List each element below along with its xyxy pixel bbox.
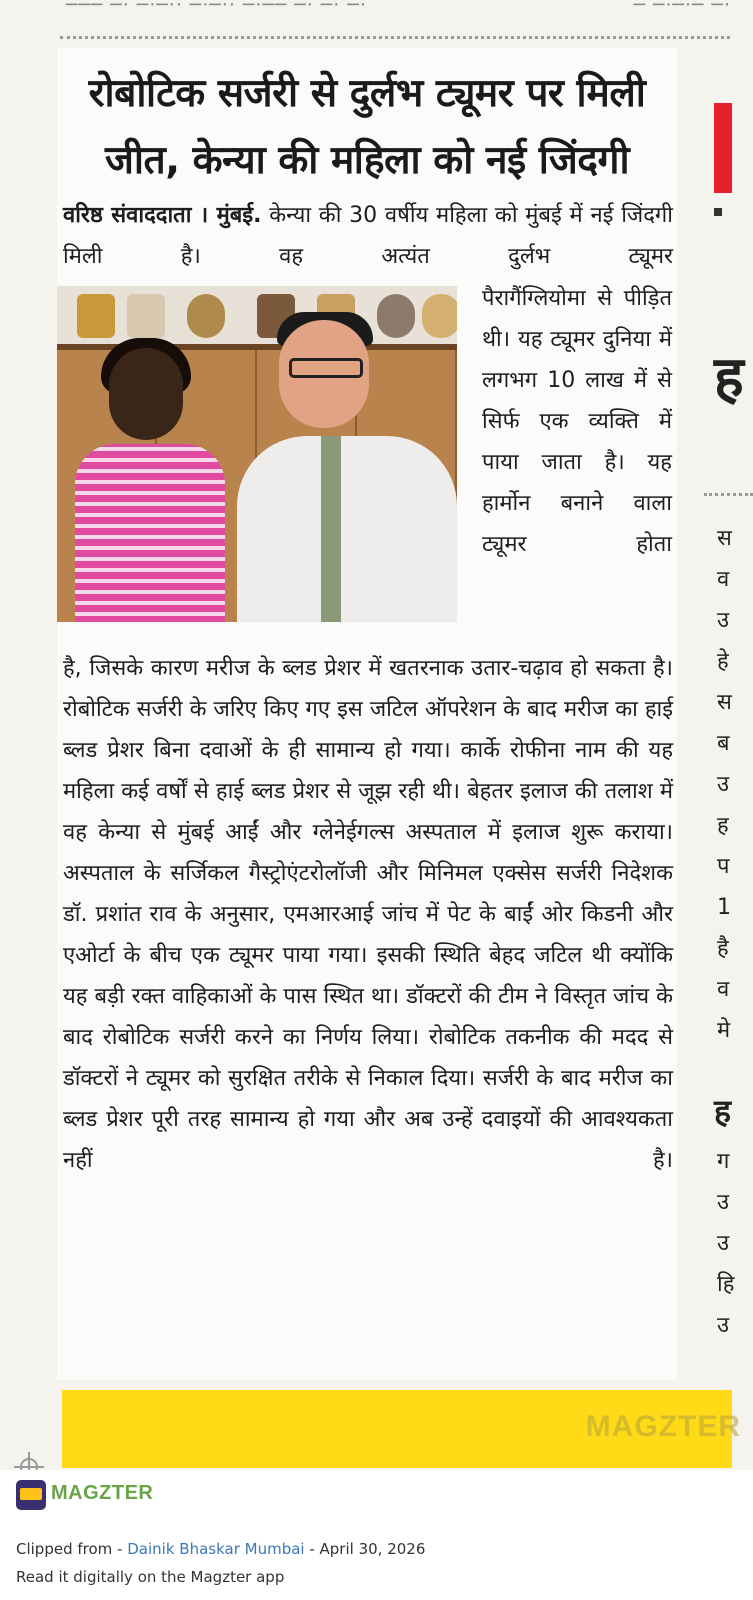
clipped-prefix: Clipped from - [16,1540,128,1558]
clip-date: - April 30, 2026 [304,1540,426,1558]
magzter-watermark: MAGZTER [585,1410,741,1443]
column-divider [60,36,730,39]
adjacent-column-chars: स व उ हे स ब उ ह प 1 है व मे [717,526,732,1043]
main-paragraph: है, जिसके कारण मरीज के ब्लड प्रेशर में खतरनाक उतार-चढ़ाव हो सकता है। रोबोटिक सर्जरी के जरिए किए गए इस जटिल ऑपरेशन के बाद मरीज का हाई ब्लड प्रेशर बिना दवाओं के ही सामान्य हो गया। कार्के रोफीना नाम की यह महिला कई वर्षों से हाई ब्लड प्रेशर से जूझ रही थी। बेहतर इलाज की तलाश में वह केन्या से मुंबई आईं और ग्लेनेईगल्स अस्पताल में इलाज शुरू कराया। अस्पताल के सर्जिकल गैस्ट्रोएंटरोलॉजी और मिनिमल एक्सेस सर्जरी निदेशक डॉ. प्रशांत राव के अनुसार, एमआरआई जांच में पेट के बाईं ओर किडनी और एओर्टा के बीच एक ट्यूमर पाया गया। इसकी स्थिति बेहद जटिल थी क्योंकि यह बड़ी रक्त वाहिकाओं के पास स्थित था। डॉक्टरों की टीम ने विस्तृत जांच के बाद रोबोटिक सर्जरी करने का निर्णय लिया। रोबोटिक तकनीक की मदद से डॉक्टरों ने ट्यूमर को सुरक्षित तरीके से निकाल दिया। सर्जरी के बाद मरीज का ब्लड प्रेशर पूरी तरह सामान्य हो गया और अब उन्हें दवाइयों की आवश्यकता नहीं है। [63,656,673,1173]
side-paragraph: पैरागैंग्लियोमा से पीड़ित थी। यह ट्यूमर दुनिया में लगभग 10 लाख में से सिर्फ एक व्यक्ति में पाया जाता है। यह हार्मोन बनाने वाला ट्यूमर होता [482,286,672,557]
read-digitally-text: Read it digitally on the Magzter app [16,1568,285,1586]
cropped-previous-line: ─── ─· ─·─·· ─·─·· ─·── ─· ─· ─· ─ ─·─·─ ─· [66,0,731,16]
article [57,48,677,1380]
intro-text: केन्या की 30 वर्षीय महिला को मुंबई में नई जिंदगी मिली है। वह अत्यंत दुर्लभ ट्यूमर [63,203,673,269]
headline-line-2: जीत, केन्या की महिला को नई जिंदगी [104,138,630,183]
article-photo [57,286,457,622]
adjacent-column-chars-2: ग उ उ हि उ [717,1149,735,1338]
adjacent-column [704,48,753,1388]
red-heading-block [714,103,732,193]
headline [57,60,677,194]
magzter-logo-icon [16,1480,46,1510]
magzter-logo-text: MAGZTER [51,1482,154,1504]
adjacent-bold-letter: ह [714,1092,731,1130]
headline-line-1: रोबोटिक सर्जरी से दुर्लभ ट्यूमर पर मिली [88,71,646,116]
intro-paragraph [63,195,673,277]
publication-link[interactable]: Dainik Bhaskar Mumbai [127,1540,305,1558]
man-figure [237,436,457,622]
woman-figure [75,444,225,622]
byline: वरिष्ठ संवाददाता । मुंबई. [63,203,262,228]
clipped-from-line [16,1540,425,1558]
adjacent-big-letter: ह [714,345,744,410]
